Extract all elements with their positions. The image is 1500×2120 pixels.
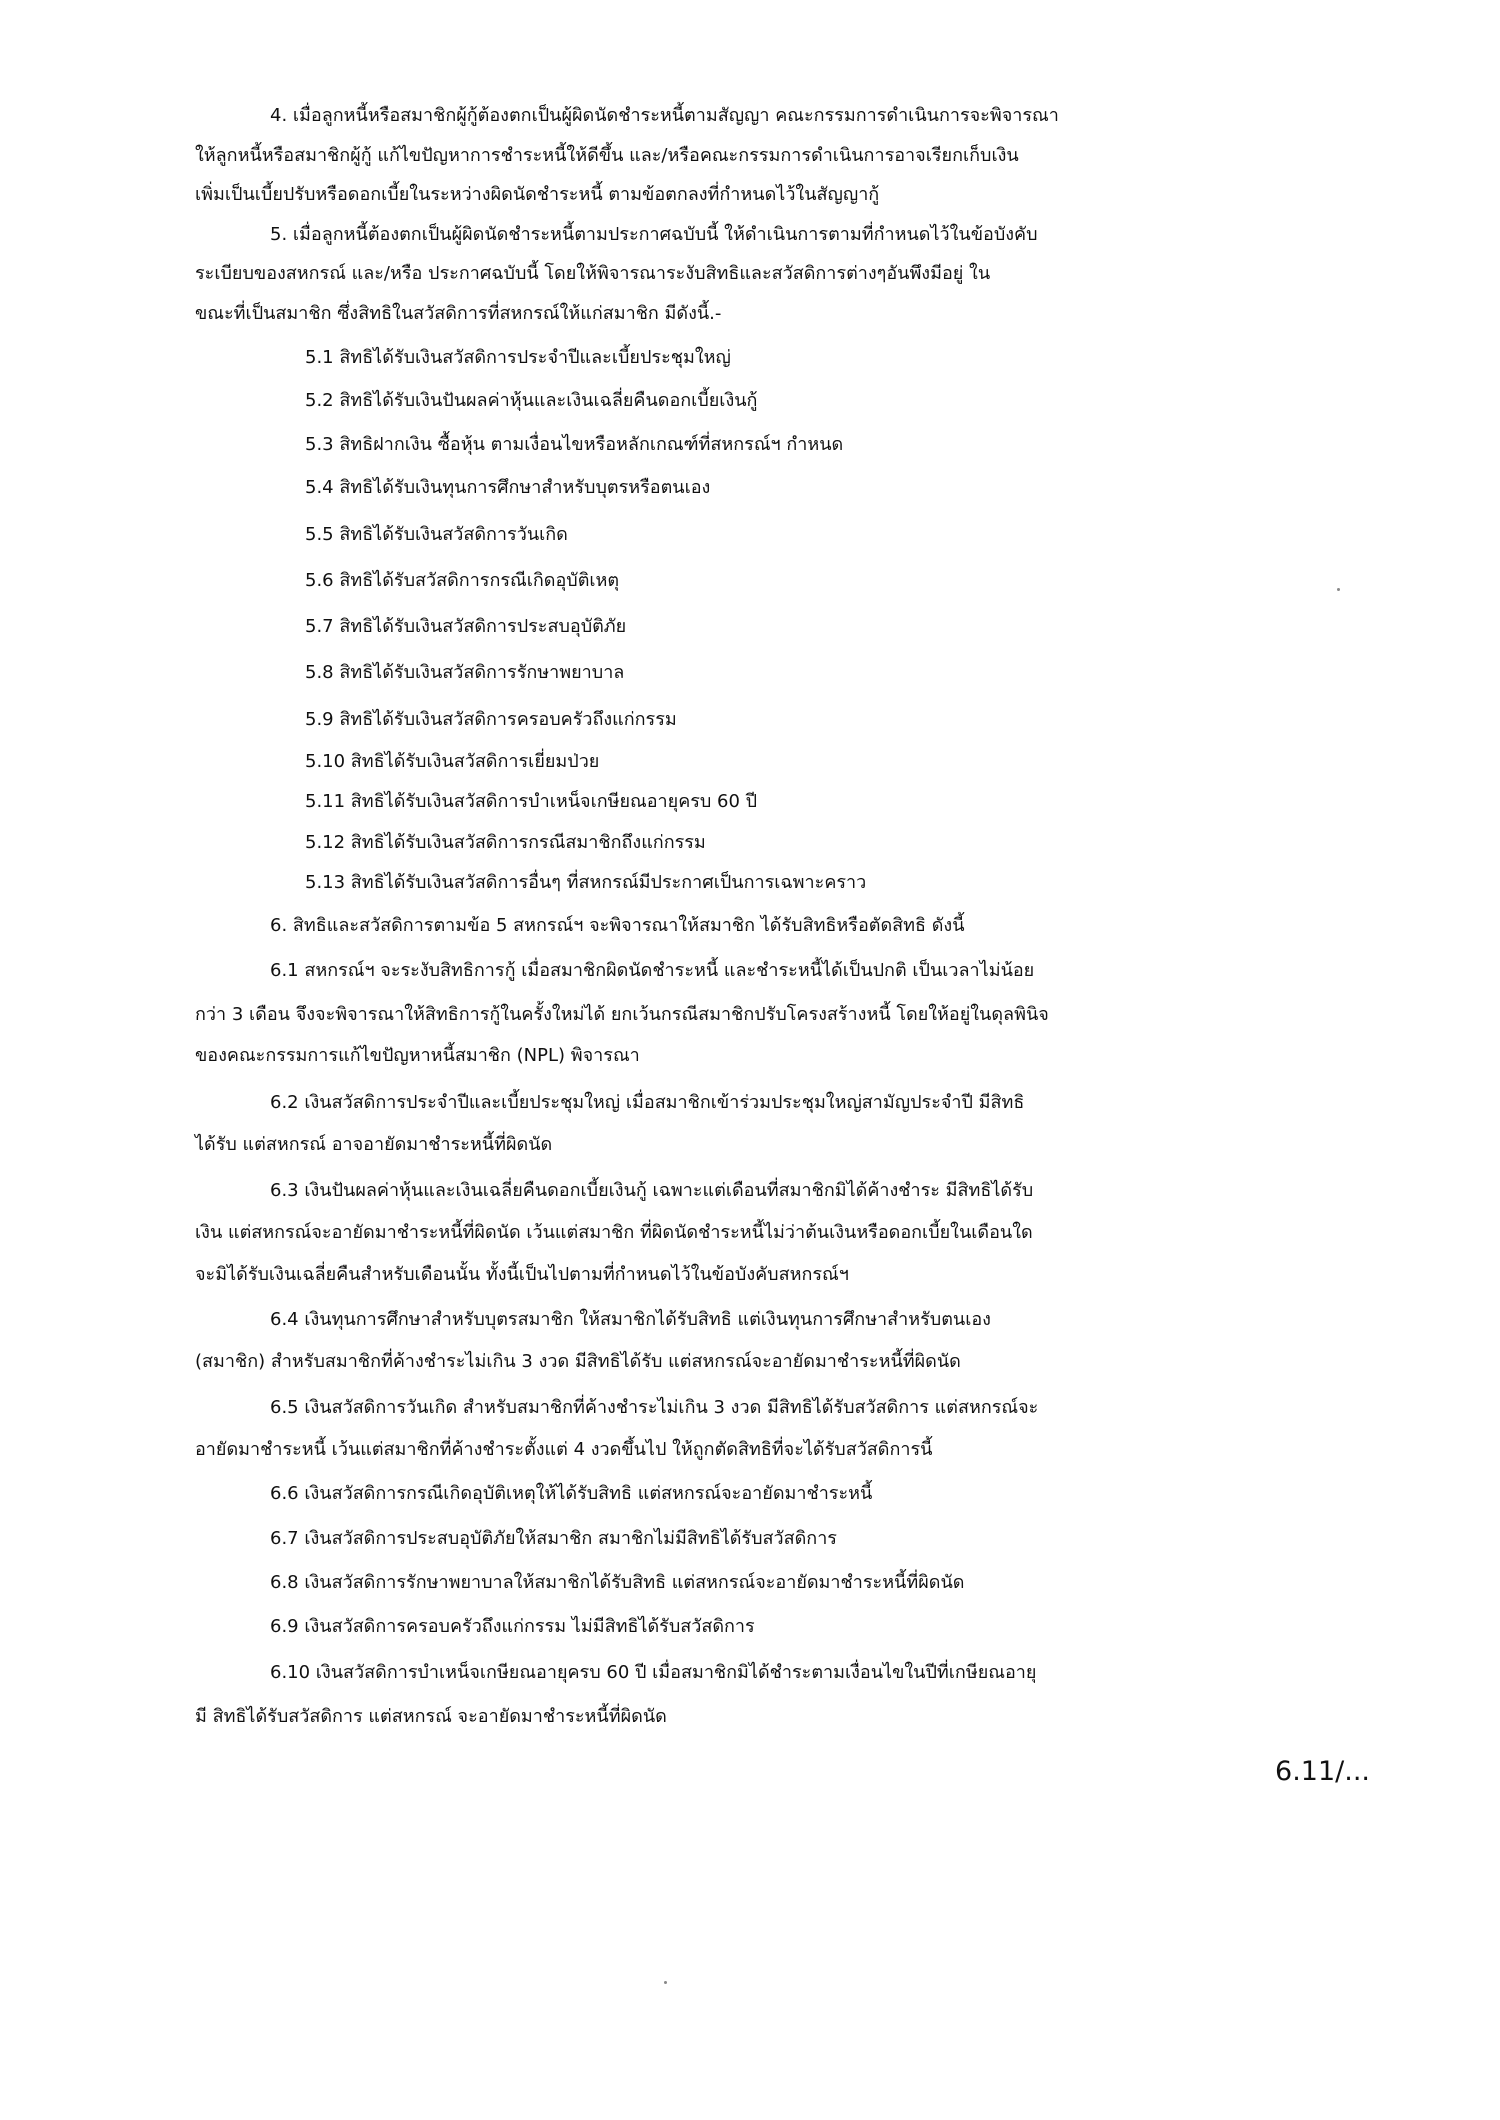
paragraph-line: 6. สิทธิและสวัสดิการตามข้อ 5 สหกรณ์ฯ จะพิจารณาให้สมาชิก ได้รับสิทธิหรือตัดสิทธิ ดังนี้	[270, 915, 965, 936]
paragraph-line: 4. เมื่อลูกหนี้หรือสมาชิกผู้กู้ต้องตกเป็นผู้ผิดนัดชำระหนี้ตามสัญญา คณะกรรมการดำเนินการจะพิจารณา	[270, 105, 1059, 126]
list-item: 5.7 สิทธิได้รับเงินสวัสดิการประสบอุบัติภัย	[305, 616, 627, 637]
list-item: 5.10 สิทธิได้รับเงินสวัสดิการเยี่ยมป่วย	[305, 751, 600, 772]
paragraph-line: จะมิได้รับเงินเฉลี่ยคืนสำหรับเดือนนั้น ทั้งนี้เป็นไปตามที่กำหนดไว้ในข้อบังคับสหกรณ์ฯ	[195, 1264, 849, 1285]
paragraph-line: 6.1 สหกรณ์ฯ จะระงับสิทธิการกู้ เมื่อสมาชิกผิดนัดชำระหนี้ และชำระหนี้ได้เป็นปกติ เป็นเวลาไม่น้อย	[270, 960, 1035, 981]
paragraph-line: 6.10 เงินสวัสดิการบำเหน็จเกษียณอายุครบ 60 ปี เมื่อสมาชิกมิได้ชำระตามเงื่อนไขในปีที่เกษียณอายุ	[270, 1662, 1037, 1683]
list-item: 5.6 สิทธิได้รับสวัสดิการกรณีเกิดอุบัติเหตุ	[305, 570, 620, 591]
paragraph-line: 6.9 เงินสวัสดิการครอบครัวถึงแก่กรรม ไม่มีสิทธิได้รับสวัสดิการ	[270, 1616, 755, 1637]
paragraph-line: (สมาชิก) สำหรับสมาชิกที่ค้างชำระไม่เกิน 3 งวด มีสิทธิได้รับ แต่สหกรณ์จะอายัดมาชำระหนี้ที่ผิดนัด	[195, 1351, 961, 1372]
paragraph-line: เพิ่มเป็นเบี้ยปรับหรือดอกเบี้ยในระหว่างผิดนัดชำระหนี้ ตามข้อตกลงที่กำหนดไว้ในสัญญากู้	[195, 184, 880, 205]
paragraph-line: ได้รับ แต่สหกรณ์ อาจอายัดมาชำระหนี้ที่ผิดนัด	[195, 1134, 553, 1155]
list-item: 5.4 สิทธิได้รับเงินทุนการศึกษาสำหรับบุตรหรือตนเอง	[305, 477, 711, 498]
list-item: 5.11 สิทธิได้รับเงินสวัสดิการบำเหน็จเกษียณอายุครบ 60 ปี	[305, 791, 758, 812]
paragraph-line: ของคณะกรรมการแก้ไขปัญหาหนี้สมาชิก (NPL) พิจารณา	[195, 1045, 640, 1066]
paragraph-line: อายัดมาชำระหนี้ เว้นแต่สมาชิกที่ค้างชำระตั้งแต่ 4 งวดขึ้นไป ให้ถูกตัดสิทธิที่จะได้รับสวัสดิการนี้	[195, 1439, 933, 1460]
paragraph-line: มี สิทธิได้รับสวัสดิการ แต่สหกรณ์ จะอายัดมาชำระหนี้ที่ผิดนัด	[195, 1706, 667, 1727]
scan-speck	[664, 1981, 667, 1984]
list-item: 5.8 สิทธิได้รับเงินสวัสดิการรักษาพยาบาล	[305, 662, 625, 683]
paragraph-line: 6.4 เงินทุนการศึกษาสำหรับบุตรสมาชิก ให้สมาชิกได้รับสิทธิ แต่เงินทุนการศึกษาสำหรับตนเอง	[270, 1309, 991, 1330]
paragraph-line: 6.8 เงินสวัสดิการรักษาพยาบาลให้สมาชิกได้รับสิทธิ แต่สหกรณ์จะอายัดมาชำระหนี้ที่ผิดนัด	[270, 1572, 965, 1593]
list-item: 5.13 สิทธิได้รับเงินสวัสดิการอื่นๆ ที่สหกรณ์มีประกาศเป็นการเฉพาะคราว	[305, 872, 867, 893]
scan-speck	[1337, 588, 1340, 591]
list-item: 5.3 สิทธิฝากเงิน ซื้อหุ้น ตามเงื่อนไขหรือหลักเกณฑ์ที่สหกรณ์ฯ กำหนด	[305, 434, 844, 455]
list-item: 5.12 สิทธิได้รับเงินสวัสดิการกรณีสมาชิกถึงแก่กรรม	[305, 832, 706, 853]
paragraph-line: ขณะที่เป็นสมาชิก ซึ่งสิทธิในสวัสดิการที่สหกรณ์ให้แก่สมาชิก มีดังนี้.-	[195, 303, 722, 324]
list-item: 5.9 สิทธิได้รับเงินสวัสดิการครอบครัวถึงแก่กรรม	[305, 709, 677, 730]
paragraph-line: ระเบียบของสหกรณ์ และ/หรือ ประกาศฉบับนี้ โดยให้พิจารณาระงับสิทธิและสวัสดิการต่างๆอันพึงมีอยู่ ใน	[195, 263, 991, 284]
continuation-marker: 6.11/...	[1275, 1756, 1370, 1787]
list-item: 5.5 สิทธิได้รับเงินสวัสดิการวันเกิด	[305, 524, 568, 545]
paragraph-line: กว่า 3 เดือน จึงจะพิจารณาให้สิทธิการกู้ในครั้งใหม่ได้ ยกเว้นกรณีสมาชิกปรับโครงสร้างหนี้ โดยให้อยู่ในดุลพินิจ	[195, 1004, 1049, 1025]
paragraph-line: เงิน แต่สหกรณ์จะอายัดมาชำระหนี้ที่ผิดนัด เว้นแต่สมาชิก ที่ผิดนัดชำระหนี้ไม่ว่าต้นเงินหรือดอกเบี้ยในเดือนใด	[195, 1222, 1033, 1243]
paragraph-line: 6.6 เงินสวัสดิการกรณีเกิดอุบัติเหตุให้ได้รับสิทธิ แต่สหกรณ์จะอายัดมาชำระหนี้	[270, 1483, 873, 1504]
paragraph-line: 6.7 เงินสวัสดิการประสบอุบัติภัยให้สมาชิก สมาชิกไม่มีสิทธิได้รับสวัสดิการ	[270, 1528, 837, 1549]
paragraph-line: 6.2 เงินสวัสดิการประจำปีและเบี้ยประชุมใหญ่ เมื่อสมาชิกเข้าร่วมประชุมใหญ่สามัญประจำปี มีสิทธิ	[270, 1092, 1025, 1113]
list-item: 5.1 สิทธิได้รับเงินสวัสดิการประจำปีและเบี้ยประชุมใหญ่	[305, 347, 731, 368]
paragraph-line: 6.5 เงินสวัสดิการวันเกิด สำหรับสมาชิกที่ค้างชำระไม่เกิน 3 งวด มีสิทธิได้รับสวัสดิการ แต่สหกรณ์จะ	[270, 1397, 1039, 1418]
paragraph-line: 5. เมื่อลูกหนี้ต้องตกเป็นผู้ผิดนัดชำระหนี้ตามประกาศฉบับนี้ ให้ดำเนินการตามที่กำหนดไว้ในข้อบังคับ	[270, 224, 1038, 245]
list-item: 5.2 สิทธิได้รับเงินปันผลค่าหุ้นและเงินเฉลี่ยคืนดอกเบี้ยเงินกู้	[305, 390, 758, 411]
paragraph-line: 6.3 เงินปันผลค่าหุ้นและเงินเฉลี่ยคืนดอกเบี้ยเงินกู้ เฉพาะแต่เดือนที่สมาชิกมิได้ค้างชำระ มีสิทธิได้รับ	[270, 1180, 1034, 1201]
paragraph-line: ให้ลูกหนี้หรือสมาชิกผู้กู้ แก้ไขปัญหาการชำระหนี้ให้ดีขึ้น และ/หรือคณะกรรมการดำเนินการอาจเรียกเก็บเงิน	[195, 145, 1019, 166]
